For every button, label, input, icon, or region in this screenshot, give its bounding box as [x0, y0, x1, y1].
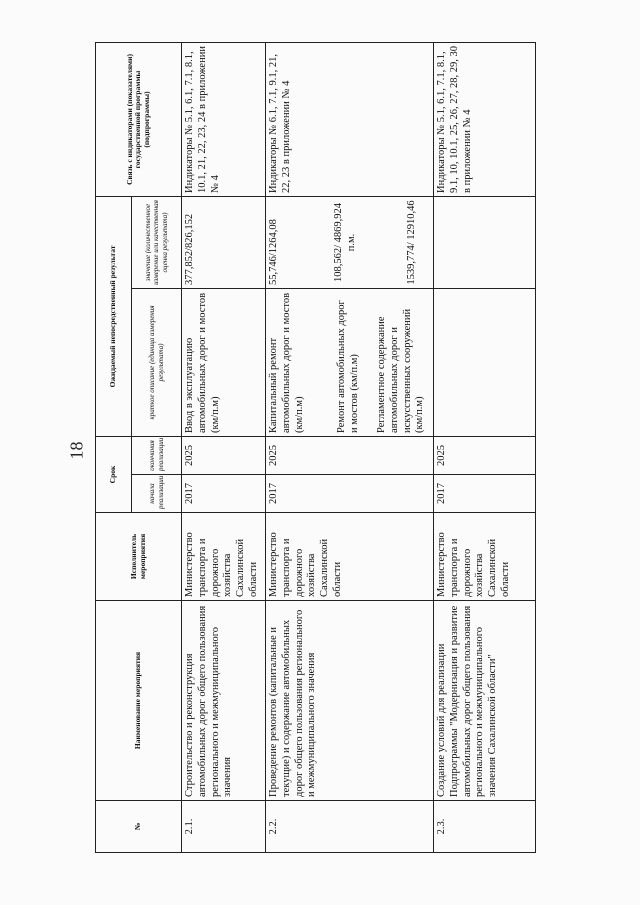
row-executor: Министерство транспорта и дорожного хозяйства Сахалинской области: [434, 513, 536, 601]
table-row: [182, 42, 266, 852]
table-row: [266, 42, 434, 852]
result-desc-item: Ремонт автомобильных дорог и мостов (км/п.м): [336, 300, 361, 433]
row-start-year: 2017: [182, 475, 266, 513]
row-number: 2.3.: [434, 801, 536, 853]
measures-table: [95, 42, 536, 853]
result-desc-item: Регламентное содержание автомобильных дорог и искусственных сооружений (км/п.м): [375, 308, 426, 433]
row-start-year: 2017: [266, 475, 434, 513]
row-executor: Министерство транспорта и дорожного хозяйства Сахалинской области: [266, 513, 434, 601]
row-indicator-link: Индикаторы № 5.1, 6.1, 7.1, 8.1, 9.1, 10, 10.1, 25, 26, 27, 28, 29, 30 в приложении № 4: [434, 42, 536, 196]
row-end-year: 2025: [182, 436, 266, 474]
row-measure-name: Проведение ремонтов (капитальные и текущие) и содержание автомобильных дорог общего пользования регионального и межмуниципального значения: [266, 601, 434, 801]
row-measure-name: Строительство и реконструкция автомобильных дорог общего пользования регионального и межмуниципального значения: [182, 601, 266, 801]
row-executor: Министерство транспорта и дорожного хозяйства Сахалинской области: [182, 513, 266, 601]
row-result-desc: [266, 288, 434, 436]
row-result-value: [434, 196, 536, 288]
row-end-year: 2025: [266, 436, 434, 474]
header-result: Ожидаемый непосредственный результат: [96, 196, 132, 436]
row-result-desc: [434, 288, 536, 436]
row-result-desc: [182, 288, 266, 436]
header-result-value: значение (количественное измерение или качественная оценка результата): [132, 196, 182, 288]
row-indicator-link: Индикаторы № 5.1, 6.1, 7.1, 8.1, 10.1, 21, 22, 23, 24 в приложении № 4: [182, 42, 266, 196]
header-name: Наименование мероприятия: [96, 601, 182, 801]
header-term: Срок: [96, 436, 132, 512]
header-result-desc: краткое описание (единица измерения результата): [132, 288, 182, 436]
row-result-value: [266, 196, 434, 288]
header-term-end: окончания реализации: [132, 436, 182, 474]
result-desc-item: Капитальный ремонт автомобильных дорог и мостов (км/п.м): [268, 292, 305, 433]
row-end-year: 2025: [434, 436, 536, 474]
result-value-item: 1539,774/ 12910,46: [406, 200, 418, 285]
page-number: 18: [66, 441, 87, 460]
row-number: 2.2.: [266, 801, 434, 853]
table-row: [434, 42, 536, 852]
header-term-start: начала реализации: [132, 475, 182, 513]
result-value-item: 55,746/1264,08: [268, 219, 279, 285]
row-start-year: 2017: [434, 475, 536, 513]
header-no: №: [96, 801, 182, 853]
header-executor: Исполнитель мероприятия: [96, 513, 182, 601]
row-number: 2.1.: [182, 801, 266, 853]
result-value-item: 377,852/826,152: [184, 213, 195, 285]
row-indicator-link: Индикаторы № 6.1, 7.1, 9.1, 21, 22, 23 в приложении № 4: [266, 42, 434, 196]
row-measure-name: Создание условий для реализации Подпрограммы "Модернизация и развитие автомобильных дорог общего пользования регионального и межмуниципального значения Сахалинской области": [434, 601, 536, 801]
result-value-item: 108,562/ 4869,924 п.м.: [332, 202, 357, 283]
header-link: Связь с индикаторами (показателями) государственной программы (подпрограммы): [96, 42, 182, 196]
rotated-table-container: [95, 43, 525, 853]
result-desc-item: Ввод в эксплуатацию автомобильных дорог и мостов (км/п.м): [184, 292, 221, 433]
row-result-value: [182, 196, 266, 288]
